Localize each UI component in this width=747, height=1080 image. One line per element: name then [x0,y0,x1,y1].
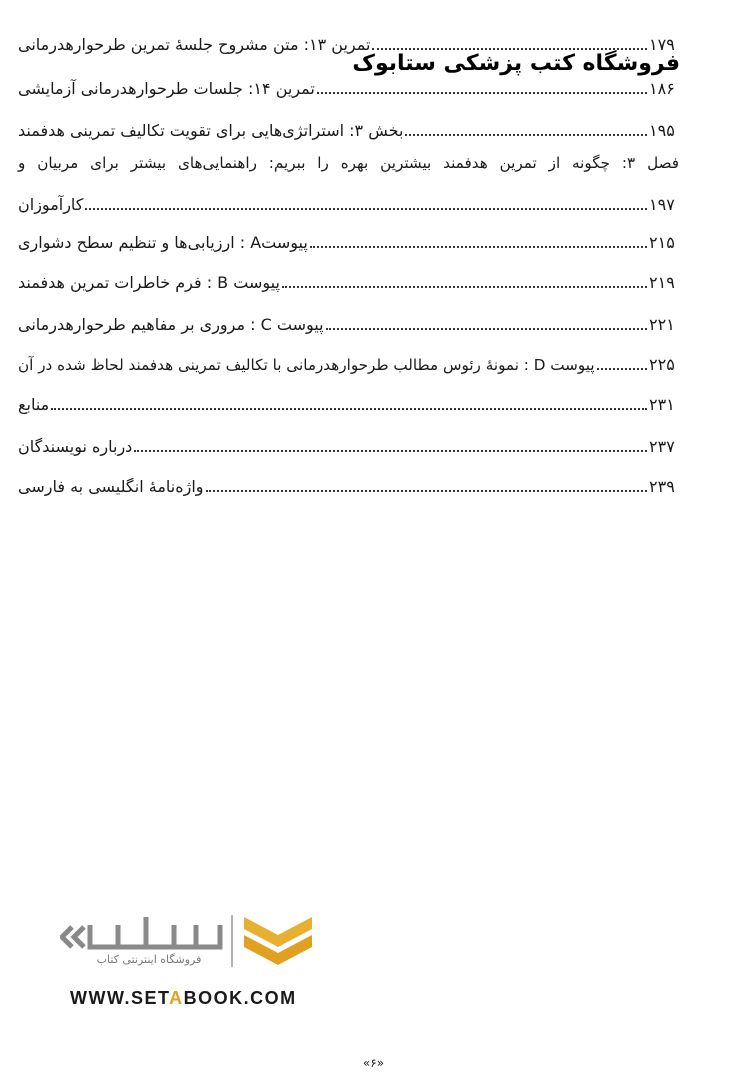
toc-entry-page: ۲۱۵ [649,233,675,252]
toc-entry-page: ۱۷۹ [649,35,675,54]
toc-entry-title: درباره نویسندگان [18,437,133,456]
toc-entry-title: منابع [18,395,50,414]
toc-entry-title-line2: کارآموزان [18,195,84,214]
toc-entry-title: پیوست C : مروری بر مفاهیم طرحوارهدرمانی [18,315,324,334]
logo-url-accent: A [169,988,184,1008]
toc-entry[interactable] [18,224,679,254]
toc-leader-dots [317,92,647,94]
toc-entry[interactable] [18,112,679,142]
logo-wordmark-shape [90,925,220,947]
toc-entry-page: ۱۹۵ [649,121,675,140]
toc-entry-title-line1: فصل ۳: چگونه از تمرین هدفمند بیشترین بهره را ببریم: راهنمایی‌های بیشتر برای مربیان و [18,154,680,172]
toc-leader-dots [326,328,647,330]
toc-entry[interactable] [18,306,679,336]
toc-leader-dots [206,490,647,492]
toc-entry-title: تمرین ۱۳: متن مشروح جلسهٔ تمرین طرحوارهدرمانی [18,35,371,54]
toc-entry-wrapped-first-line [18,152,679,174]
toc-entry[interactable] [18,468,679,498]
logo-url-part: BOOK.COM [183,988,297,1008]
page-number: «۶» [362,1056,385,1070]
toc-entry-title: پیوستA : ارزیابی‌ها و تنظیم سطح دشواری [18,233,308,252]
toc-entry[interactable] [18,186,679,216]
logo-tagline: فروشگاه اینترنتی کتاب [96,953,202,966]
toc-entry[interactable] [18,346,679,376]
toc-entry-page: ۲۳۱ [649,395,675,414]
toc-leader-dots [310,246,647,248]
toc-entry-title: تمرین ۱۴: جلسات طرحوارهدرمانی آزمایشی [18,79,315,98]
logo-url[interactable] [70,988,297,1009]
toc-entry-page: ۲۳۹ [649,477,675,496]
toc-entry[interactable] [18,264,679,294]
toc-leader-dots [134,450,647,452]
toc-entry[interactable] [18,428,679,458]
toc-entry[interactable] [18,386,679,416]
chevron-left-icon [74,927,84,947]
toc-entry-title: پیوست B : فرم خاطرات تمرین هدفمند [18,273,280,292]
toc-entry-page: ۲۳۷ [649,437,675,456]
toc-leader-dots [51,408,647,410]
toc-entry-title: واژه‌نامهٔ انگلیسی به فارسی [18,477,204,496]
toc-leader-dots [282,286,647,288]
toc-entry-page: ۱۸۶ [649,79,675,98]
toc-entry-title: پیوست D : نمونهٔ رئوس مطالب طرحوارهدرمانی با تکالیف تمرینی هدفمند لحاظ شده در آن [18,356,595,374]
toc-entry-page: ۱۹۷ [649,195,675,214]
toc-entry-page: ۲۲۵ [649,355,675,374]
toc-entry-title: بخش ۳: استراتژی‌هایی برای تقویت تکالیف تمرینی هدفمند [18,121,404,140]
toc-leader-dots [85,208,647,210]
logo-url-part: WWW.SET [70,988,170,1008]
toc-leader-dots [405,134,647,136]
toc-entry-page: ۲۲۱ [649,315,675,334]
toc-entry-page: ۲۱۹ [649,273,675,292]
setabook-logo-mark [60,905,330,985]
store-watermark: فروشگاه کتب پزشکی ستابوک [352,51,680,76]
toc-leader-dots [597,368,647,370]
